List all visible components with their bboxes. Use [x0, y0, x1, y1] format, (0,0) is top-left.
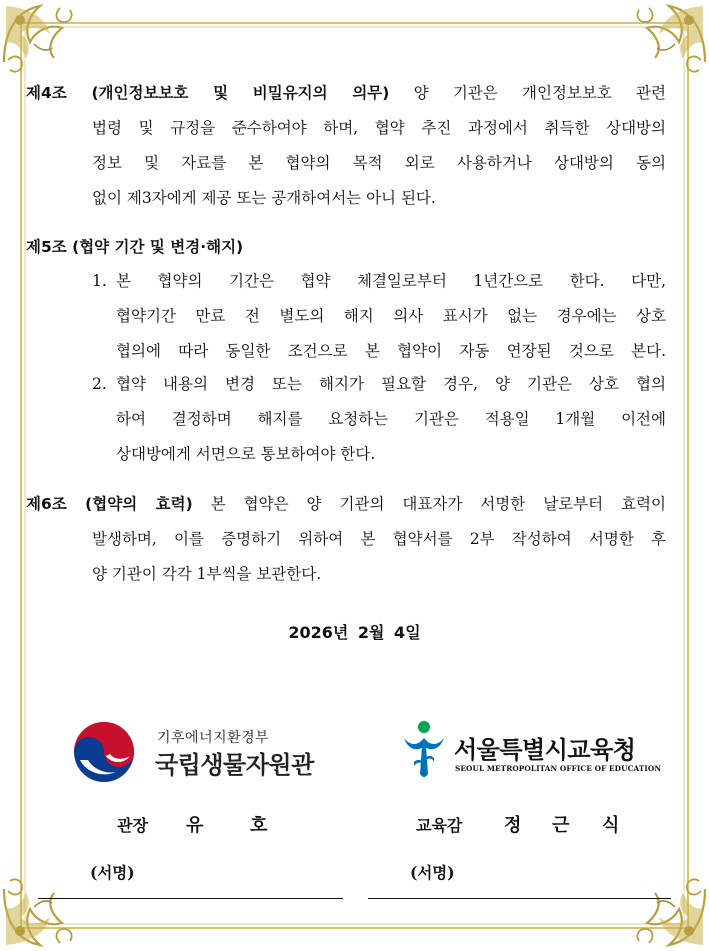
nibr-org-name: 국립생물자원관 [155, 751, 314, 779]
smoe-org-name: 서울특별시교육청 [454, 736, 636, 764]
right-signer-name-3: 식 [602, 815, 620, 836]
smoe-org-english-name: SEOUL METROPOLITAN OFFICE OF EDUCATION [455, 764, 662, 773]
article5-item1-line-2: 협약기간 만료 전 별도의 해지 의사 표시가 없는 경우에는 상호 [116, 307, 666, 325]
article5-item2-line-2: 하여 결정하며 해지를 요청하는 기관은 적용일 1개월 이전에 [116, 410, 666, 428]
right-signer-title: 교육감 [416, 816, 463, 835]
article5-item1-number: 1. [92, 272, 107, 290]
article5-title: 제5조 (협약 기간 및 변경·해지) [26, 238, 244, 256]
left-signature-line [38, 898, 343, 899]
article4-line-3: 정보 및 자료를 본 협약의 목적 외로 사용하거나 상대방의 동의 [92, 154, 666, 172]
smoe-emblem-icon [398, 718, 450, 780]
article4-line-1: 양 기관은 개인정보보호 관련 [413, 84, 666, 102]
article5-item2-line-1: 협약 내용의 변경 또는 해지가 필요할 경우, 양 기관은 상호 협의 [116, 375, 666, 393]
article4-title: 제4조 (개인정보보호 및 비밀유지의 의무) [26, 84, 390, 102]
right-signer-name-1: 정 [504, 815, 522, 836]
article5-item2-line-3: 상대방에게 서면으로 통보하여야 한다. [116, 445, 376, 463]
right-signature-label: (서명) [410, 863, 455, 882]
nibr-ministry-name: 기후에너지환경부 [157, 730, 270, 746]
article4-line-4: 없이 제3자에게 제공 또는 공개하여서는 아니 된다. [92, 189, 436, 207]
nibr-logo [72, 720, 322, 782]
article6-line-3: 양 기관이 각각 1부씩을 보관한다. [92, 565, 322, 583]
left-signer-name-1: 유 [186, 815, 204, 836]
left-signer-name-2: 호 [250, 815, 268, 836]
article4-first-line [26, 76, 666, 111]
smoe-logo [398, 718, 662, 780]
article6-title: 제6조 (협약의 효력) [26, 495, 193, 513]
article5-item1-line-1: 본 협약의 기간은 협약 체결일로부터 1년간으로 한다. 다만, [116, 272, 666, 290]
right-signature-line [368, 898, 671, 899]
agreement-date: 2026년 2월 4일 [288, 623, 421, 642]
article6-line-2: 발생하며, 이를 증명하기 위하여 본 협약서를 2부 작성하여 서명한 후 [92, 530, 666, 548]
article4-line-2: 법령 및 규정을 준수하여야 하며, 협약 추진 과정에서 취득한 상대방의 [92, 119, 666, 137]
article5-item1-line-3: 협의에 따라 동일한 조건으로 본 협약이 자동 연장된 것으로 본다. [116, 342, 666, 360]
taegeuk-emblem-icon [72, 720, 136, 784]
left-signer-title: 관장 [117, 816, 148, 835]
left-signature-label: (서명) [90, 863, 135, 882]
article5-item2-number: 2. [92, 375, 107, 393]
article6-first-line [26, 487, 666, 522]
article6-line-1: 본 협약은 양 기관의 대표자가 서명한 날로부터 효력이 [210, 495, 666, 513]
right-signer-name-2: 근 [552, 815, 570, 836]
